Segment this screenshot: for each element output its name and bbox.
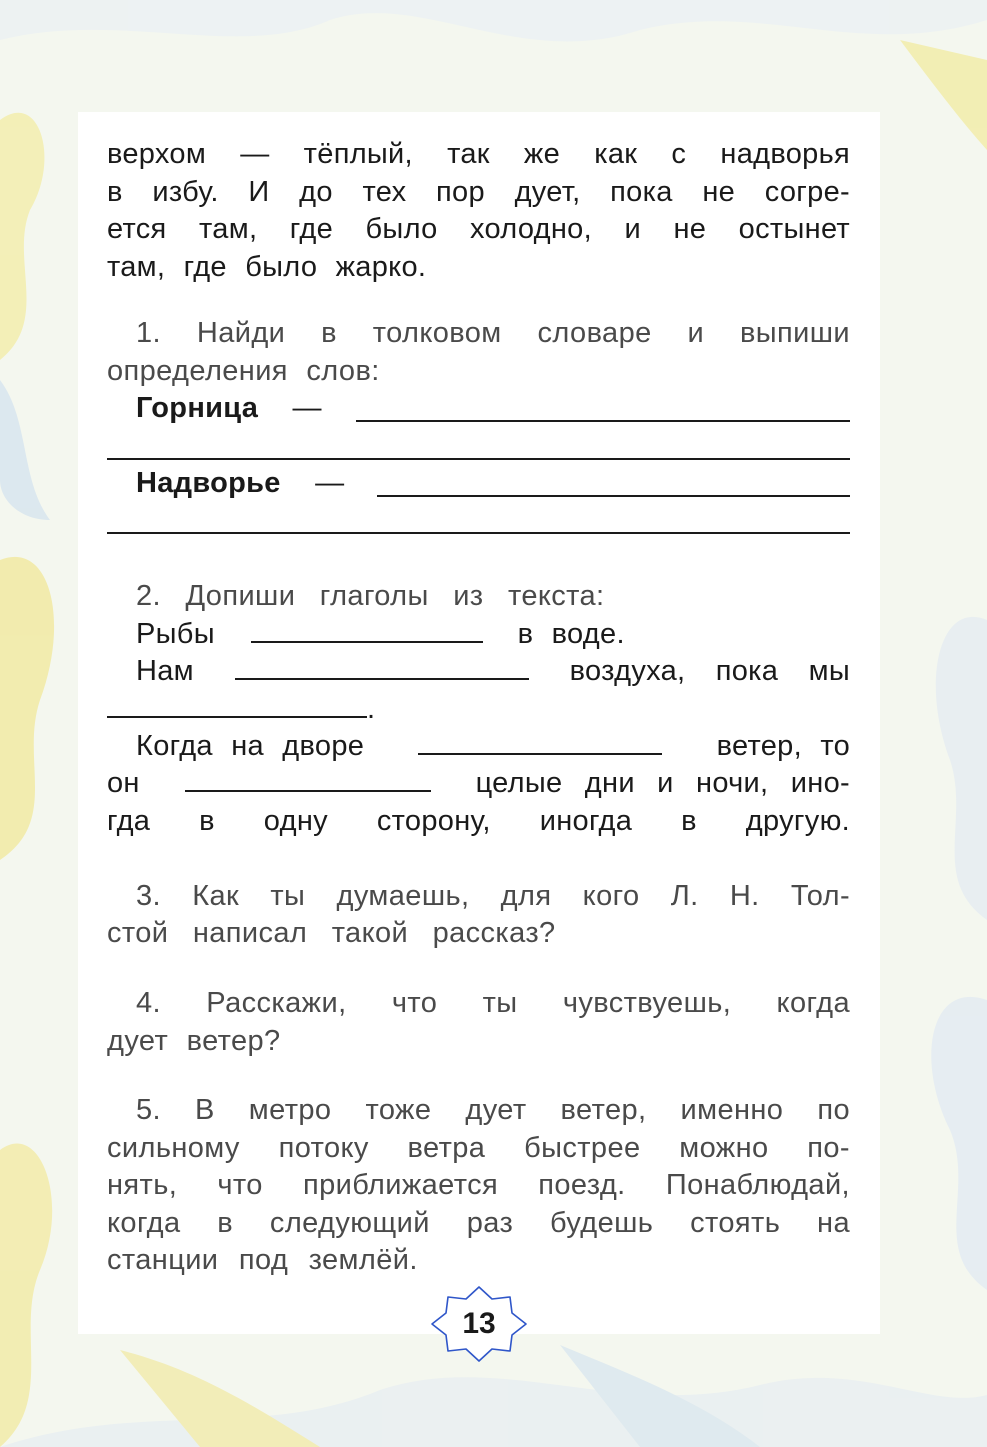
task-1-line: определения слов: <box>107 355 380 387</box>
answer-line[interactable] <box>107 532 850 534</box>
task-4-line: дует ветер? <box>107 1025 281 1057</box>
task-5-line: станции под землёй. <box>107 1244 418 1276</box>
sentence-text: Рыбы <box>136 618 215 650</box>
sentence-text: Когда на дворе <box>136 730 365 762</box>
term-gornitsa: Горница <box>136 392 259 424</box>
fill-blank[interactable] <box>185 764 431 792</box>
fill-blank[interactable] <box>107 690 367 718</box>
sentence-text: в воде. <box>517 618 625 650</box>
sentence-fish <box>136 615 850 653</box>
task-5-line: 5. В метро тоже дует ветер, именно по <box>136 1094 850 1126</box>
page-number-badge <box>430 1285 528 1363</box>
page-number: 13 <box>462 1307 496 1340</box>
story-line: там, где было жарко. <box>107 251 427 283</box>
sentence-wind-end: гда в одну сторону, иногда в другую. <box>107 805 850 837</box>
task-5-line: нять, что приближается поезд. Понаблюдай, <box>107 1169 850 1201</box>
sentence-air-end <box>107 690 850 728</box>
fill-blank[interactable] <box>418 727 662 755</box>
task-4-line: 4. Расскажи, что ты чувствуешь, когда <box>136 987 850 1019</box>
task-3-line: 3. Как ты думаешь, для кого Л. Н. Тол- <box>136 880 850 912</box>
sentence-wind <box>107 764 850 802</box>
sentence-text: . <box>367 693 376 725</box>
task-1-line: 1. Найди в толковом словаре и выпиши <box>136 317 850 349</box>
fill-blank[interactable] <box>251 615 483 643</box>
story-line: верхом — тёплый, так же как с надворья <box>107 138 850 170</box>
sentence-yard <box>136 727 850 765</box>
sentence-text: ветер, то <box>716 730 850 762</box>
dash: — <box>315 467 345 499</box>
answer-line[interactable] <box>107 458 850 460</box>
sentence-text: целые дни и ночи, ино- <box>475 767 850 799</box>
sentence-air <box>136 652 850 690</box>
task-2-title: 2. Допиши глаголы из текста: <box>136 580 605 612</box>
sentence-text: он <box>107 767 140 799</box>
dash: — <box>292 392 322 424</box>
sentence-text: воздуха, пока мы <box>569 655 850 687</box>
fill-blank[interactable] <box>235 652 529 680</box>
task-5-line: когда в следующий раз будешь стоять на <box>107 1207 850 1239</box>
task-3-line: стой написал такой рассказ? <box>107 917 556 949</box>
sentence-text: Нам <box>136 655 194 687</box>
task-5-line: сильному потоку ветра быстрее можно по- <box>107 1132 850 1164</box>
story-line: ется там, где было холодно, и не остынет <box>107 213 850 245</box>
answer-line[interactable] <box>356 420 850 422</box>
story-line: в избу. И до тех пор дует, пока не согре- <box>107 176 850 208</box>
answer-line[interactable] <box>377 495 850 497</box>
term-nadvorye: Надворье <box>136 467 281 499</box>
